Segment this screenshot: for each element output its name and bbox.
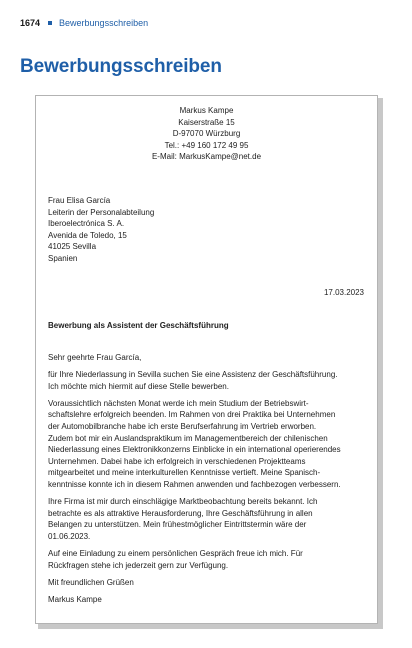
sender-name: Markus Kampe (179, 106, 234, 115)
sender-phone: Tel.: +49 160 172 49 95 (164, 140, 249, 150)
bullet-square-icon (48, 21, 52, 25)
recipient-country: Spanien (48, 253, 78, 263)
sender-city: D-97070 Würzburg (172, 129, 241, 139)
text-line: für Ihre Niederlassung in Sevilla suchen Sie eine Assistenz der Geschäftsführung. (48, 370, 338, 380)
text-line: 01.06.2023. (48, 531, 91, 541)
text-line: Belangen zu unterstützen. Mein frühestmöglicher Eintrittstermin wäre der (48, 520, 307, 530)
sender-block (36, 105, 377, 163)
text-line: Ich möchte mich hiermit auf diese Stelle bewerben. (48, 381, 229, 391)
text-line: mitgearbeitet und meine interkulturellen Kenntnisse vertieft. Meine Spanisch- (48, 468, 321, 478)
page-number: 1674 (20, 18, 41, 28)
closing-formula: Mit freundlichen Grüßen (48, 577, 134, 587)
text-line: Voraussichtlich nächsten Monat werde ich mein Studium der Betriebswirt- (48, 398, 309, 408)
chapter-title: Bewerbungsschreiben (20, 56, 222, 77)
text-line: Niederlassung eines Elektronikkonzerns Einblicke in ein international operierendes (48, 445, 341, 455)
letter-sheet (35, 95, 378, 624)
recipient-city: 41025 Sevilla (48, 242, 97, 252)
running-header (20, 17, 148, 29)
letter-subject: Bewerbung als Assistent der Geschäftsführung (48, 321, 229, 330)
paragraph-intro (48, 369, 368, 392)
signature-name: Markus Kampe (48, 594, 102, 604)
text-line: kenntnisse konnte ich in diesem Rahmen anwenden und fachbezogen verbessern. (48, 479, 341, 489)
recipient-street: Avenida de Toledo, 15 (48, 230, 127, 240)
letter-body (48, 352, 368, 611)
letter-date: 17.03.2023 (323, 288, 364, 297)
paragraph-closing (48, 548, 368, 571)
text-line: Zudem bot mir ein Auslandspraktikum im Managementbereich der chilenischen (48, 433, 328, 443)
running-section-title: Bewerbungsschreiben (59, 18, 149, 28)
recipient-company: Iberoelectrónica S. A. (48, 219, 125, 229)
text-line: Unternehmen. Dabei habe ich erfolgreich in verschiedenen Projektteams (48, 456, 306, 466)
recipient-name: Frau Elisa García (48, 196, 111, 205)
salutation: Sehr geehrte Frau García, (48, 353, 142, 362)
text-line: Auf eine Einladung zu einem persönlichen Gespräch freue ich mich. Für (48, 548, 303, 558)
sender-email: E-Mail: MarkusKampe@net.de (151, 152, 262, 162)
paragraph-qualifications (48, 398, 368, 491)
sender-street: Kaiserstraße 15 (178, 117, 235, 127)
text-line: betrachte es als attraktive Herausforderung, Ihre Geschäftsführung in allen (48, 508, 313, 518)
text-line: schaftslehre erfolgreich beenden. Im Rahmen von drei Praktika bei Unternehmen (48, 410, 336, 420)
text-line: Rückfragen stehe ich jederzeit gern zur Verfügung. (48, 560, 229, 570)
recipient-block (48, 195, 154, 265)
paragraph-motivation (48, 496, 368, 542)
text-line: der Automobilbranche habe ich erste Berufserfahrung im Vertrieb erworben. (48, 421, 317, 431)
text-line: Ihre Firma ist mir durch einschlägige Marktbeobachtung bereits bekannt. Ich (48, 497, 318, 507)
recipient-position: Leiterin der Personalabteilung (48, 207, 155, 217)
